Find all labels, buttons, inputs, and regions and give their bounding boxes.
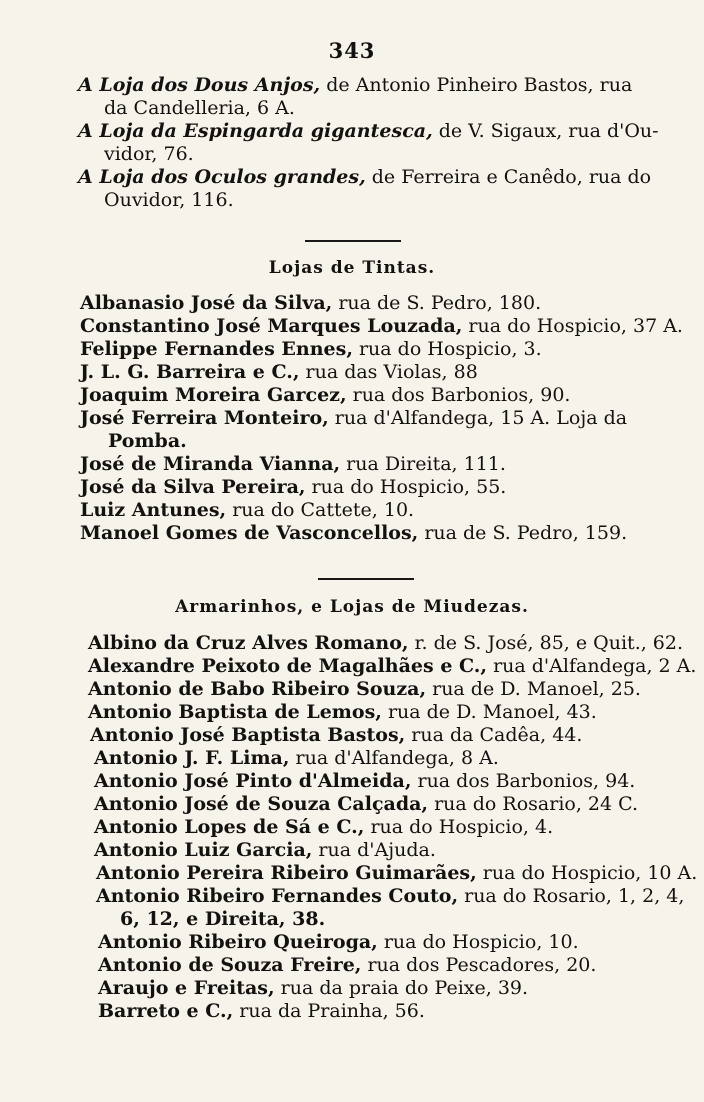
entry-name: Antonio J. F. Lima,: [94, 747, 290, 769]
list-item: [0, 954, 704, 977]
entry-address: rua Direita, 111.: [340, 453, 506, 475]
tintas-list: [0, 292, 704, 545]
entry-address: rua do Hospicio, 10 A.: [476, 862, 698, 884]
entry-name: Barreto e C.,: [98, 1000, 234, 1022]
entry-name: Albanasio José da Silva,: [80, 292, 333, 314]
list-item: [0, 384, 704, 407]
shops-list: [0, 74, 704, 212]
entry-address: rua do Hospicio, 55.: [305, 476, 507, 498]
entry-address: rua de D. Manoel, 43.: [381, 701, 597, 723]
entry-address: de V. Sigaux, rua d'Ou-: [432, 120, 659, 142]
entry-address: rua dos Barbonios, 94.: [411, 770, 636, 792]
entry-name: Albino da Cruz Alves Romano,: [88, 632, 409, 654]
list-item: [0, 120, 704, 166]
entry-address: rua da Cadêa, 44.: [405, 724, 583, 746]
entry-address: rua d'Alfandega, 2 A.: [487, 655, 697, 677]
entry-name: Antonio Baptista de Lemos,: [88, 701, 382, 723]
entry-address: r. de S. José, 85, e Quit., 62.: [408, 632, 684, 654]
entry-name: Constantino José Marques Louzada,: [80, 315, 463, 337]
entry-continuation: da Candelleria, 6 A.: [104, 97, 295, 119]
list-item: [0, 655, 704, 678]
entry-address: rua do Cattete, 10.: [226, 499, 415, 521]
entry-continuation: 6, 12, e Direita, 38.: [120, 908, 326, 930]
entry-name: Antonio Lopes de Sá e C.,: [94, 816, 365, 838]
entry-address: rua de S. Pedro, 159.: [418, 522, 628, 544]
entry-address: rua do Rosario, 1, 2, 4,: [458, 885, 685, 907]
entry-name: José da Silva Pereira,: [80, 476, 306, 498]
list-item: [0, 315, 704, 338]
list-item: [0, 977, 704, 1000]
entry-address: rua de S. Pedro, 180.: [332, 292, 542, 314]
entry-name: Luiz Antunes,: [80, 499, 227, 521]
entry-name: Manoel Gomes de Vasconcellos,: [80, 522, 419, 544]
entry-address: rua do Hospicio, 4.: [364, 816, 554, 838]
entry-name: Alexandre Peixoto de Magalhães e C.,: [88, 655, 488, 677]
list-item: [0, 816, 704, 839]
list-item: [0, 931, 704, 954]
entry-name: A Loja dos Oculos grandes,: [78, 166, 366, 188]
entry-continuation: Ouvidor, 116.: [104, 189, 234, 211]
entry-address: rua d'Ajuda.: [312, 839, 436, 861]
section-divider: [305, 240, 401, 242]
entry-address: rua do Hospicio, 3.: [352, 338, 542, 360]
entry-name: José Ferreira Monteiro,: [80, 407, 329, 429]
list-item: [0, 166, 704, 212]
entry-name: Antonio José Pinto d'Almeida,: [94, 770, 412, 792]
entry-address: rua do Hospicio, 10.: [377, 931, 579, 953]
entry-address: rua dos Barbonios, 90.: [346, 384, 571, 406]
list-item: [0, 407, 704, 453]
entry-address: de Antonio Pinheiro Bastos, rua: [320, 74, 633, 96]
entry-name: Antonio José Baptista Bastos,: [90, 724, 406, 746]
list-item: [0, 499, 704, 522]
list-item: [0, 632, 704, 655]
list-item: [0, 1000, 704, 1023]
entry-address: rua dos Pescadores, 20.: [361, 954, 597, 976]
section-heading-tintas: Lojas de Tintas.: [268, 258, 436, 278]
list-item: [0, 74, 704, 120]
entry-continuation: Pomba.: [108, 430, 187, 452]
list-item: [0, 839, 704, 862]
list-item: [0, 885, 704, 931]
page-number: 343: [328, 38, 376, 63]
entry-name: Antonio Ribeiro Queiroga,: [98, 931, 378, 953]
entry-address: rua da Prainha, 56.: [233, 1000, 425, 1022]
entry-name: Antonio Pereira Ribeiro Guimarães,: [96, 862, 477, 884]
entry-address: rua de D. Manoel, 25.: [426, 678, 641, 700]
list-item: [0, 701, 704, 724]
list-item: [0, 361, 704, 384]
entry-address: rua da praia do Peixe, 39.: [274, 977, 529, 999]
list-item: [0, 476, 704, 499]
entry-address: de Ferreira e Canêdo, rua do: [365, 166, 652, 188]
entry-name: Antonio de Babo Ribeiro Souza,: [88, 678, 427, 700]
list-item: [0, 770, 704, 793]
list-item: [0, 724, 704, 747]
entry-address: rua d'Alfandega, 15 A. Loja da: [328, 407, 628, 429]
section-divider: [318, 578, 414, 580]
entry-continuation: vidor, 76.: [104, 143, 194, 165]
list-item: [0, 292, 704, 315]
list-item: [0, 862, 704, 885]
list-item: [0, 522, 704, 545]
list-item: [0, 338, 704, 361]
entry-name: Araujo e Freitas,: [98, 977, 275, 999]
entry-name: Antonio Ribeiro Fernandes Couto,: [96, 885, 459, 907]
entry-name: A Loja da Espingarda gigantesca,: [78, 120, 433, 142]
entry-name: J. L. G. Barreira e C.,: [80, 361, 300, 383]
entry-name: Felippe Fernandes Ennes,: [80, 338, 353, 360]
list-item: [0, 678, 704, 701]
entry-name: José de Miranda Vianna,: [80, 453, 341, 475]
entry-address: rua das Violas, 88: [299, 361, 478, 383]
entry-address: rua d'Alfandega, 8 A.: [289, 747, 499, 769]
entry-name: A Loja dos Dous Anjos,: [78, 74, 321, 96]
entry-address: rua do Hospicio, 37 A.: [462, 315, 683, 337]
entry-name: Antonio de Souza Freire,: [98, 954, 362, 976]
list-item: [0, 747, 704, 770]
miudezas-list: [0, 632, 704, 1023]
list-item: [0, 793, 704, 816]
entry-name: Antonio José de Souza Calçada,: [94, 793, 429, 815]
entry-name: Antonio Luiz Garcia,: [94, 839, 313, 861]
section-heading-miudezas: Armarinhos, e Lojas de Miudezas.: [175, 597, 529, 617]
list-item: [0, 453, 704, 476]
entry-address: rua do Rosario, 24 C.: [428, 793, 639, 815]
entry-name: Joaquim Moreira Garcez,: [80, 384, 347, 406]
